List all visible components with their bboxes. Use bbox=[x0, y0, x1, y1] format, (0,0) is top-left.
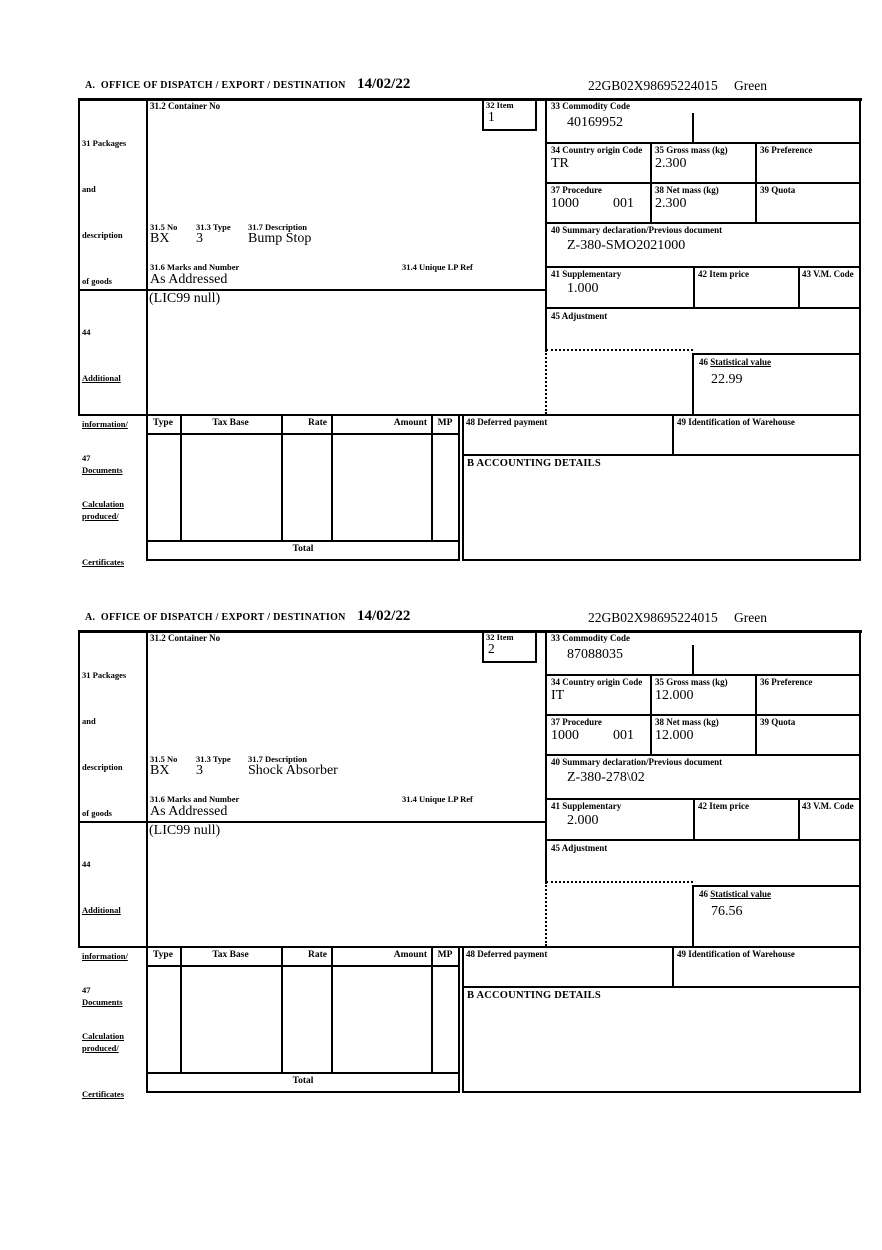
gross-mass-label: 35 Gross mass (kg) bbox=[655, 145, 728, 155]
col-header-mp: MP bbox=[437, 418, 453, 428]
column-line bbox=[693, 266, 695, 309]
quota-label: 39 Quota bbox=[760, 717, 796, 727]
description-label: 31.7 Description bbox=[248, 754, 308, 764]
accounting-bottom-line bbox=[462, 559, 861, 561]
row-line bbox=[545, 222, 861, 224]
statistical-value: 76.56 bbox=[711, 904, 743, 919]
box47-number: 47 bbox=[82, 453, 91, 463]
routing-status: Green bbox=[734, 78, 767, 93]
net-mass-value: 2.300 bbox=[655, 196, 687, 211]
adjustment-label: 45 Adjustment bbox=[551, 311, 608, 321]
statistical-value-left-line bbox=[692, 353, 694, 416]
box31-label bbox=[82, 634, 126, 854]
declaration-date: 14/02/22 bbox=[357, 76, 411, 92]
box31-label-line: of goods bbox=[82, 808, 112, 818]
column-line bbox=[693, 798, 695, 841]
commodity-code-divider-line bbox=[692, 113, 694, 142]
box44-label-line: produced/ bbox=[82, 1043, 119, 1053]
item-price-label: 42 Item price bbox=[698, 269, 749, 279]
container-no-label: 31.2 Container No bbox=[150, 633, 221, 643]
col-header-mp: MP bbox=[437, 950, 453, 960]
deferred-payment-label: 48 Deferred payment bbox=[466, 417, 548, 427]
packages-type-value: 3 bbox=[196, 231, 203, 246]
warehouse-divider-line bbox=[672, 946, 674, 988]
box44-label-line: produced/ bbox=[82, 511, 119, 521]
commodity-code-label: 33 Commodity Code bbox=[551, 101, 630, 111]
box44-label-line: information/ bbox=[82, 951, 128, 961]
statistical-value-label bbox=[699, 357, 771, 368]
table-body-line bbox=[146, 540, 460, 542]
unique-lp-ref-label: 31.4 Unique LP Ref bbox=[402, 794, 473, 804]
preference-label: 36 Preference bbox=[760, 677, 813, 687]
declaration-reference: 22GB02X98695224015 bbox=[588, 610, 718, 625]
column-line bbox=[755, 142, 757, 224]
table-bottom-line bbox=[146, 559, 460, 561]
declaration-reference: 22GB02X98695224015 bbox=[588, 78, 718, 93]
box44-label-line: Certificates bbox=[82, 557, 125, 567]
item-number-label: 32 Item bbox=[486, 632, 514, 642]
item-number-value: 1 bbox=[488, 109, 495, 124]
deferred-bottom-line bbox=[462, 454, 861, 456]
calculation-label bbox=[82, 417, 124, 545]
statistical-value: 22.99 bbox=[711, 372, 743, 387]
table-left-line bbox=[146, 414, 148, 561]
center-divider-line bbox=[545, 98, 547, 350]
box31-label-line: 31 Packages bbox=[82, 670, 127, 680]
calculation-top-line bbox=[78, 414, 861, 416]
country-origin-value: IT bbox=[551, 688, 565, 703]
packages-type-value: 3 bbox=[196, 763, 203, 778]
table-left-line bbox=[146, 946, 148, 1093]
dotted-divider-line bbox=[545, 882, 547, 946]
table-right-line bbox=[458, 946, 460, 1093]
box47-number: 47 bbox=[82, 985, 91, 995]
row-line bbox=[545, 182, 861, 184]
box44-label-line: Certificates bbox=[82, 1089, 125, 1099]
col-header-amount: Amount bbox=[393, 418, 427, 428]
box44-label-line: Documents bbox=[82, 465, 123, 475]
item-number-value: 2 bbox=[488, 641, 495, 656]
warehouse-id-label: 49 Identification of Warehouse bbox=[677, 417, 795, 427]
row-line bbox=[545, 266, 861, 268]
statistical-value-top-line bbox=[692, 885, 861, 887]
warehouse-id-label: 49 Identification of Warehouse bbox=[677, 949, 795, 959]
column-line bbox=[755, 674, 757, 756]
box44-label-line: Additional bbox=[82, 905, 121, 915]
statistical-value-left-line bbox=[692, 885, 694, 948]
row-line bbox=[545, 754, 861, 756]
packages-type-label: 31.3 Type bbox=[196, 222, 231, 232]
net-mass-label: 38 Net mass (kg) bbox=[655, 717, 719, 727]
col-header-tax-base: Tax Base bbox=[212, 418, 249, 428]
row-line bbox=[545, 674, 861, 676]
procedure-value: 1000 bbox=[551, 196, 579, 211]
summary-declaration-value: Z-380-SMO2021000 bbox=[567, 238, 686, 253]
accounting-right-line bbox=[859, 946, 861, 1093]
item-number-label: 32 Item bbox=[486, 100, 514, 110]
summary-declaration-label: 40 Summary declaration/Previous document bbox=[551, 225, 723, 235]
accounting-details-label: B ACCOUNTING DETAILS bbox=[467, 458, 601, 469]
supplementary-label: 41 Supplementary bbox=[551, 801, 622, 811]
procedure-value-2: 001 bbox=[613, 728, 634, 743]
office-of-dispatch-label: A. OFFICE OF DISPATCH / EXPORT / DESTINATION bbox=[85, 612, 346, 623]
table-bottom-line bbox=[146, 1091, 460, 1093]
additional-information-value: (LIC99 null) bbox=[149, 823, 221, 838]
box44-label-line: information/ bbox=[82, 419, 128, 429]
column-line bbox=[650, 142, 652, 224]
packages-no-label: 31.5 No bbox=[150, 222, 178, 232]
marks-number-label: 31.6 Marks and Number bbox=[150, 262, 240, 272]
table-header-line bbox=[146, 965, 460, 967]
commodity-code-label: 33 Commodity Code bbox=[551, 633, 630, 643]
procedure-label: 37 Procedure bbox=[551, 185, 602, 195]
declaration-date: 14/02/22 bbox=[357, 608, 411, 624]
procedure-label: 37 Procedure bbox=[551, 717, 602, 727]
country-origin-value: TR bbox=[551, 156, 569, 171]
dotted-line bbox=[546, 349, 693, 351]
left-border-line bbox=[78, 98, 80, 416]
declaration-item-block bbox=[0, 75, 882, 607]
table-total-label: Total bbox=[292, 544, 314, 554]
vm-code-label: 43 V.M. Code bbox=[802, 269, 854, 279]
country-origin-label: 34 Country origin Code bbox=[551, 677, 643, 687]
goods-description-value: Shock Absorber bbox=[248, 763, 338, 778]
vm-code-label: 43 V.M. Code bbox=[802, 801, 854, 811]
row-line bbox=[545, 839, 861, 841]
col-header-tax-base: Tax Base bbox=[212, 950, 249, 960]
gross-mass-label: 35 Gross mass (kg) bbox=[655, 677, 728, 687]
statistical-value-label bbox=[699, 889, 771, 900]
box44-label-line: Additional bbox=[82, 373, 121, 383]
box31-label-line: of goods bbox=[82, 276, 112, 286]
procedure-value-2: 001 bbox=[613, 196, 634, 211]
column-line bbox=[798, 798, 800, 841]
office-of-dispatch-label: A. OFFICE OF DISPATCH / EXPORT / DESTINATION bbox=[85, 80, 346, 91]
adjustment-label: 45 Adjustment bbox=[551, 843, 608, 853]
marks-number-value: As Addressed bbox=[150, 272, 228, 287]
deferred-bottom-line bbox=[462, 986, 861, 988]
procedure-value: 1000 bbox=[551, 728, 579, 743]
box44-number: 44 bbox=[82, 859, 91, 869]
col-header-amount: Amount bbox=[393, 950, 427, 960]
row-line bbox=[545, 798, 861, 800]
box31-label-line: and bbox=[82, 184, 96, 194]
declaration-item-block bbox=[0, 607, 882, 1139]
accounting-left-line bbox=[462, 414, 464, 561]
summary-declaration-value: Z-380-278\02 bbox=[567, 770, 645, 785]
item-price-label: 42 Item price bbox=[698, 801, 749, 811]
calculation-top-line bbox=[78, 946, 861, 948]
col-header-rate: Rate bbox=[308, 950, 327, 960]
packages-type-label: 31.3 Type bbox=[196, 754, 231, 764]
row-line bbox=[545, 142, 861, 144]
box31-label-line: description bbox=[82, 230, 123, 240]
deferred-payment-label: 48 Deferred payment bbox=[466, 949, 548, 959]
warehouse-divider-line bbox=[672, 414, 674, 456]
row-line bbox=[545, 307, 861, 309]
net-mass-label: 38 Net mass (kg) bbox=[655, 185, 719, 195]
preference-label: 36 Preference bbox=[760, 145, 813, 155]
description-label: 31.7 Description bbox=[248, 222, 308, 232]
right-border-line bbox=[859, 630, 861, 948]
box46-number: 46 bbox=[699, 889, 708, 899]
statistical-value-top-line bbox=[692, 353, 861, 355]
supplementary-value: 2.000 bbox=[567, 813, 599, 828]
right-border-line bbox=[859, 98, 861, 416]
dotted-line bbox=[546, 881, 693, 883]
packages-no-value: BX bbox=[150, 231, 170, 246]
box31-label-line: and bbox=[82, 716, 96, 726]
gross-mass-value: 2.300 bbox=[655, 156, 687, 171]
packages-no-value: BX bbox=[150, 763, 170, 778]
commodity-code-value: 87088035 bbox=[567, 647, 623, 662]
table-total-label: Total bbox=[292, 1076, 314, 1086]
supplementary-label: 41 Supplementary bbox=[551, 269, 622, 279]
box31-label-line: description bbox=[82, 762, 123, 772]
packages-no-label: 31.5 No bbox=[150, 754, 178, 764]
summary-declaration-label: 40 Summary declaration/Previous document bbox=[551, 757, 723, 767]
accounting-right-line bbox=[859, 414, 861, 561]
col-header-type: Type bbox=[153, 950, 173, 960]
marks-number-label: 31.6 Marks and Number bbox=[150, 794, 240, 804]
accounting-details-label: B ACCOUNTING DETAILS bbox=[467, 990, 601, 1001]
row-line bbox=[545, 714, 861, 716]
marks-number-value: As Addressed bbox=[150, 804, 228, 819]
additional-information-value: (LIC99 null) bbox=[149, 291, 221, 306]
quota-label: 39 Quota bbox=[760, 185, 796, 195]
box44-label-line: Documents bbox=[82, 997, 123, 1007]
col-header-rate: Rate bbox=[308, 418, 327, 428]
box46-text: Statistical value bbox=[710, 357, 771, 367]
center-divider-line bbox=[545, 630, 547, 882]
gross-mass-value: 12.000 bbox=[655, 688, 694, 703]
accounting-bottom-line bbox=[462, 1091, 861, 1093]
unique-lp-ref-label: 31.4 Unique LP Ref bbox=[402, 262, 473, 272]
column-line bbox=[650, 674, 652, 756]
supplementary-value: 1.000 bbox=[567, 281, 599, 296]
table-header-line bbox=[146, 433, 460, 435]
box31-label bbox=[82, 102, 126, 322]
box44-number: 44 bbox=[82, 327, 91, 337]
col-header-type: Type bbox=[153, 418, 173, 428]
box47-text: Calculation bbox=[82, 499, 125, 509]
table-right-line bbox=[458, 414, 460, 561]
commodity-code-divider-line bbox=[692, 645, 694, 674]
left-border-line bbox=[78, 630, 80, 948]
box46-number: 46 bbox=[699, 357, 708, 367]
country-origin-label: 34 Country origin Code bbox=[551, 145, 643, 155]
goods-description-value: Bump Stop bbox=[248, 231, 312, 246]
box31-label-line: 31 Packages bbox=[82, 138, 127, 148]
label-column-divider-line bbox=[146, 98, 148, 416]
table-body-line bbox=[146, 1072, 460, 1074]
commodity-code-value: 40169952 bbox=[567, 115, 623, 130]
column-line bbox=[798, 266, 800, 309]
label-column-divider-line bbox=[146, 630, 148, 948]
container-no-label: 31.2 Container No bbox=[150, 101, 221, 111]
accounting-left-line bbox=[462, 946, 464, 1093]
calculation-label bbox=[82, 949, 124, 1077]
box47-text: Calculation bbox=[82, 1031, 125, 1041]
routing-status: Green bbox=[734, 610, 767, 625]
dotted-divider-line bbox=[545, 350, 547, 414]
box46-text: Statistical value bbox=[710, 889, 771, 899]
net-mass-value: 12.000 bbox=[655, 728, 694, 743]
